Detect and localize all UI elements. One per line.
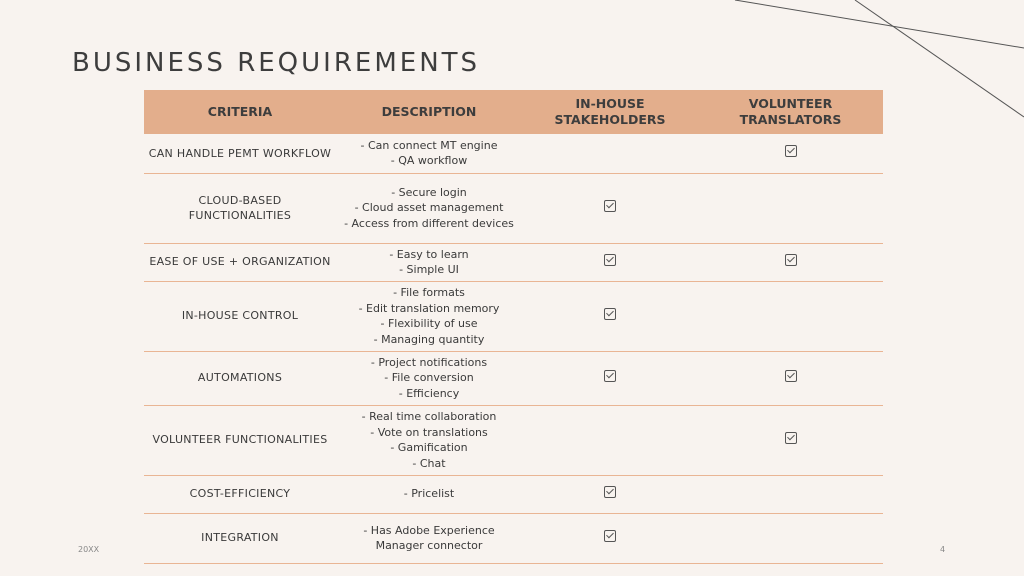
description-line: - Efficiency — [398, 386, 460, 400]
checkbox-checked-icon — [785, 254, 797, 266]
criteria-cell: CAN HANDLE PEMT WORKFLOW — [144, 134, 336, 173]
criteria-cell: COST-EFFICIENCY — [144, 475, 336, 513]
description-line: - File conversion — [384, 371, 474, 385]
inhouse-cell — [522, 475, 698, 513]
description-line: - Managing quantity — [373, 332, 485, 346]
description-line: - Chat — [412, 456, 446, 470]
deco-line-1 — [735, 0, 1024, 48]
checkbox-checked-icon — [785, 432, 797, 444]
checkbox-checked-icon — [604, 200, 616, 212]
footer-date: 20XX — [78, 545, 100, 554]
description-cell — [336, 475, 522, 513]
table-row — [144, 243, 883, 281]
description-line: - Can connect MT engine — [360, 138, 498, 152]
inhouse-cell — [522, 134, 698, 173]
table-row — [144, 173, 883, 243]
criteria-cell: INTEGRATION — [144, 513, 336, 563]
criteria-cell: IN-HOUSE CONTROL — [144, 281, 336, 351]
description-line: - Gamification — [390, 441, 468, 454]
description-line: - Cloud asset management — [354, 201, 504, 215]
inhouse-cell — [522, 351, 698, 405]
volunteer-cell — [698, 513, 883, 563]
criteria-cell: VOLUNTEER FUNCTIONALITIES — [144, 405, 336, 475]
volunteer-cell — [698, 351, 883, 405]
page-number: 4 — [940, 545, 946, 554]
header-criteria: CRITERIA — [144, 90, 336, 134]
header-inhouse: IN-HOUSE STAKEHOLDERS — [522, 90, 698, 134]
volunteer-cell — [698, 405, 883, 475]
table-row — [144, 351, 883, 405]
description-line: - Vote on translations — [370, 425, 488, 439]
inhouse-cell — [522, 405, 698, 475]
table-row — [144, 475, 883, 513]
criteria-cell: AUTOMATIONS — [144, 351, 336, 405]
inhouse-cell — [522, 513, 698, 563]
volunteer-cell — [698, 281, 883, 351]
table-row — [144, 281, 883, 351]
description-cell — [336, 351, 522, 405]
description-cell — [336, 513, 522, 563]
description-cell — [336, 134, 522, 173]
checkbox-checked-icon — [785, 370, 797, 382]
description-line: - Simple UI — [399, 263, 459, 276]
table-header-row — [144, 90, 883, 134]
description-line: - Has Adobe Experience Manager connector — [363, 523, 495, 552]
description-line: - Flexibility of use — [380, 317, 478, 330]
volunteer-cell — [698, 243, 883, 281]
volunteer-cell — [698, 475, 883, 513]
description-line: - Real time collaboration — [361, 410, 497, 423]
description-line: - Easy to learn — [389, 247, 469, 261]
description-line: - Project notifications — [370, 355, 488, 369]
inhouse-cell — [522, 243, 698, 281]
table-row — [144, 134, 883, 173]
table-body — [144, 134, 883, 563]
description-line: - Secure login — [391, 185, 467, 199]
checkbox-checked-icon — [604, 530, 616, 542]
volunteer-cell — [698, 134, 883, 173]
description-cell — [336, 405, 522, 475]
description-line: - QA workflow — [390, 154, 468, 168]
description-line: - Edit translation memory — [358, 301, 500, 315]
checkbox-checked-icon — [604, 486, 616, 498]
page-title: BUSINESS REQUIREMENTS — [72, 48, 481, 78]
criteria-cell: EASE OF USE + ORGANIZATION — [144, 243, 336, 281]
header-volunteer: VOLUNTEER TRANSLATORS — [698, 90, 883, 134]
requirements-table — [144, 90, 883, 564]
description-cell — [336, 173, 522, 243]
checkbox-checked-icon — [604, 254, 616, 266]
checkbox-checked-icon — [604, 370, 616, 382]
inhouse-cell — [522, 173, 698, 243]
description-line: - Access from different devices — [344, 216, 514, 230]
header-description: DESCRIPTION — [336, 90, 522, 134]
description-cell — [336, 281, 522, 351]
volunteer-cell — [698, 173, 883, 243]
description-cell — [336, 243, 522, 281]
description-line: - Pricelist — [403, 487, 455, 501]
description-line: - File formats — [393, 286, 465, 299]
checkbox-checked-icon — [604, 308, 616, 320]
criteria-cell: CLOUD-BASED FUNCTIONALITIES — [144, 173, 336, 243]
table-row — [144, 513, 883, 563]
checkbox-checked-icon — [785, 145, 797, 157]
inhouse-cell — [522, 281, 698, 351]
table-row — [144, 405, 883, 475]
